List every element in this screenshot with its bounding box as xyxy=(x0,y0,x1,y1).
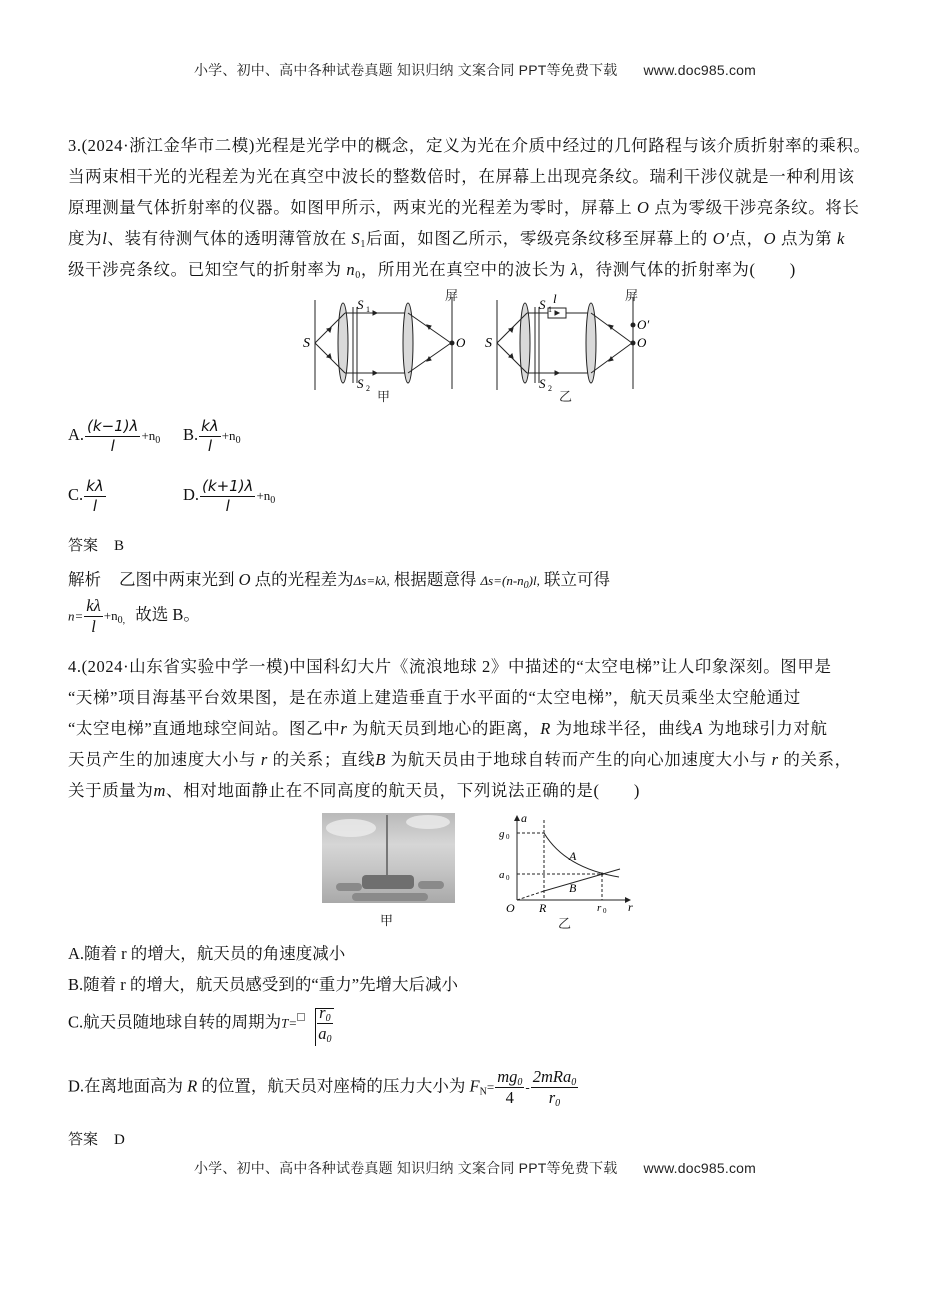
svg-text:2: 2 xyxy=(366,384,370,393)
svg-text:S: S xyxy=(303,336,310,351)
photo-caption: 甲 xyxy=(380,914,394,929)
acceleration-chart xyxy=(495,810,640,935)
option-a[interactable]: A. $\frac{(k-1)\lambda}{l}$ $+n_0$ xyxy=(68,417,161,455)
question-number: 3. xyxy=(68,136,82,155)
svg-text:O: O xyxy=(506,901,515,915)
footer-banner-text: 小学、初中、高中各种试卷真题 知识归纳 文案合同 PPT等免费下载 xyxy=(193,1160,618,1176)
question-4-stem: 4.(2024·山东省实验中学一模)中国科幻大片《流浪地球 2》中描述的“太空电梯”让人印象深刻。图甲是 “天梯”项目海基平台效果图，是在赤道上建造垂直于水平面的“太空电梯”，航天员乘坐太空舱通过 “太空电梯”直通地球空间站。图乙中r 为航天员到地心的距离，R 为地球半径，曲线A 为地球引力对航 天员产生的加速度大小与 r 的关系；直线B 为航天员由于地球自转而产生的向心加速度大小与 r 的关系， 关于质量为m、相对地面静止在不同高度的航天员，下列说法正确的是( ) xyxy=(68,657,852,800)
svg-text:O′: O′ xyxy=(637,317,650,332)
svg-text:屏: 屏 xyxy=(625,289,639,304)
svg-text:B: B xyxy=(569,881,577,895)
option-d[interactable]: D. $\frac{(k+1)\lambda}{l}$ $+n_0$ xyxy=(183,477,276,515)
svg-text:a: a xyxy=(521,811,527,825)
figure-jia xyxy=(315,297,454,390)
header-banner-text: 小学、初中、高中各种试卷真题 知识归纳 文案合同 PPT等免费下载 xyxy=(193,62,618,78)
option-c[interactable]: C. $\frac{k\lambda}{l}$ xyxy=(68,477,104,515)
answer-4: 答案 D xyxy=(68,1130,125,1148)
question-3-stem: 3.(2024·浙江金华市二模)光程是光学中的概念，定义为光在介质中经过的几何路程与该介质折射率的乘积。 当两束相干光的光程差为光在真空中波长的整数倍时，在屏幕上出现亮条纹。瑞利干涉仪就是一种利用该 原理测量气体折射率的仪器。如图甲所示，两束光的光程差为零时，屏幕上 O 点为零级干涉亮条纹。将长 度为l、装有待测气体的透明薄管放在 $S_1$后面，如图乙所示，零级亮条纹移至屏幕上的 O′点，O 点为第 k 级干涉亮条纹。已知空气的折射率为 $n_0$，所用光在真空中的波长为 λ，待测气体的折射率为( ) xyxy=(68,136,871,281)
svg-text:乙: 乙 xyxy=(559,390,573,405)
figure-yi xyxy=(497,297,635,390)
option-b[interactable]: B.随着 r 的增大，航天员感受到的“重力”先增大后减小 xyxy=(68,975,459,994)
analysis-3-result: n= $\frac{k\lambda}{l}$ $+n_{0,}$ 故选 B。 xyxy=(68,596,200,637)
footer-banner xyxy=(0,1158,950,1178)
svg-text:乙: 乙 xyxy=(558,917,572,932)
svg-text:R: R xyxy=(539,901,547,915)
svg-text:g: g xyxy=(499,828,505,840)
interferometer-figure xyxy=(295,285,675,405)
option-a[interactable]: A.随着 r 的增大，航天员的角速度减小 xyxy=(68,944,346,963)
svg-text:l: l xyxy=(553,291,557,306)
header-banner-url[interactable]: www.doc985.com xyxy=(643,62,757,78)
svg-text:A: A xyxy=(569,849,577,863)
placeholder-box-icon xyxy=(297,1013,305,1021)
svg-text:O: O xyxy=(637,335,647,350)
svg-text:S: S xyxy=(539,376,546,391)
svg-text:r: r xyxy=(628,900,633,914)
answer-3: 答案 B xyxy=(68,536,125,554)
svg-text:S: S xyxy=(539,297,546,312)
svg-text:0: 0 xyxy=(506,874,510,882)
svg-text:2: 2 xyxy=(548,384,552,393)
footer-banner-url[interactable]: www.doc985.com xyxy=(643,1160,757,1176)
space-elevator-photo xyxy=(322,813,455,903)
svg-text:1: 1 xyxy=(548,305,552,314)
svg-text:0: 0 xyxy=(506,833,510,841)
svg-text:0: 0 xyxy=(603,907,607,915)
svg-text:r: r xyxy=(597,902,602,914)
option-d[interactable]: D.在离地面高为 R 的位置，航天员对座椅的压力大小为 $F_N=$ $\frac{mg_0}{4}$ - $\frac{2mRa_0}{r_0}$ xyxy=(68,1067,577,1110)
svg-text:O: O xyxy=(456,335,466,350)
option-c[interactable]: C.航天员随地球自转的周期为T= $\frac{r_0}{a_0}$ xyxy=(68,1004,334,1043)
svg-text:甲: 甲 xyxy=(377,390,391,405)
question-source: (2024·浙江金华市二模) xyxy=(81,136,255,155)
svg-text:S: S xyxy=(357,376,364,391)
svg-text:屏: 屏 xyxy=(445,289,459,304)
svg-text:S: S xyxy=(357,297,364,312)
option-b[interactable]: B. $\frac{k\lambda}{l}$ $+n_0$ xyxy=(183,417,241,455)
analysis-3: 解析 乙图中两束光到 O 点的光程差为Δs=kλ, 根据题意得 $\Delta s=(n-n_0)l$, 联立可得 xyxy=(68,570,610,591)
svg-text:1: 1 xyxy=(366,305,370,314)
header-banner xyxy=(0,60,950,80)
svg-text:a: a xyxy=(499,869,505,881)
svg-text:S: S xyxy=(485,336,492,351)
sqrt-symbol: $\frac{r_0}{a_0}$ xyxy=(306,1004,333,1043)
